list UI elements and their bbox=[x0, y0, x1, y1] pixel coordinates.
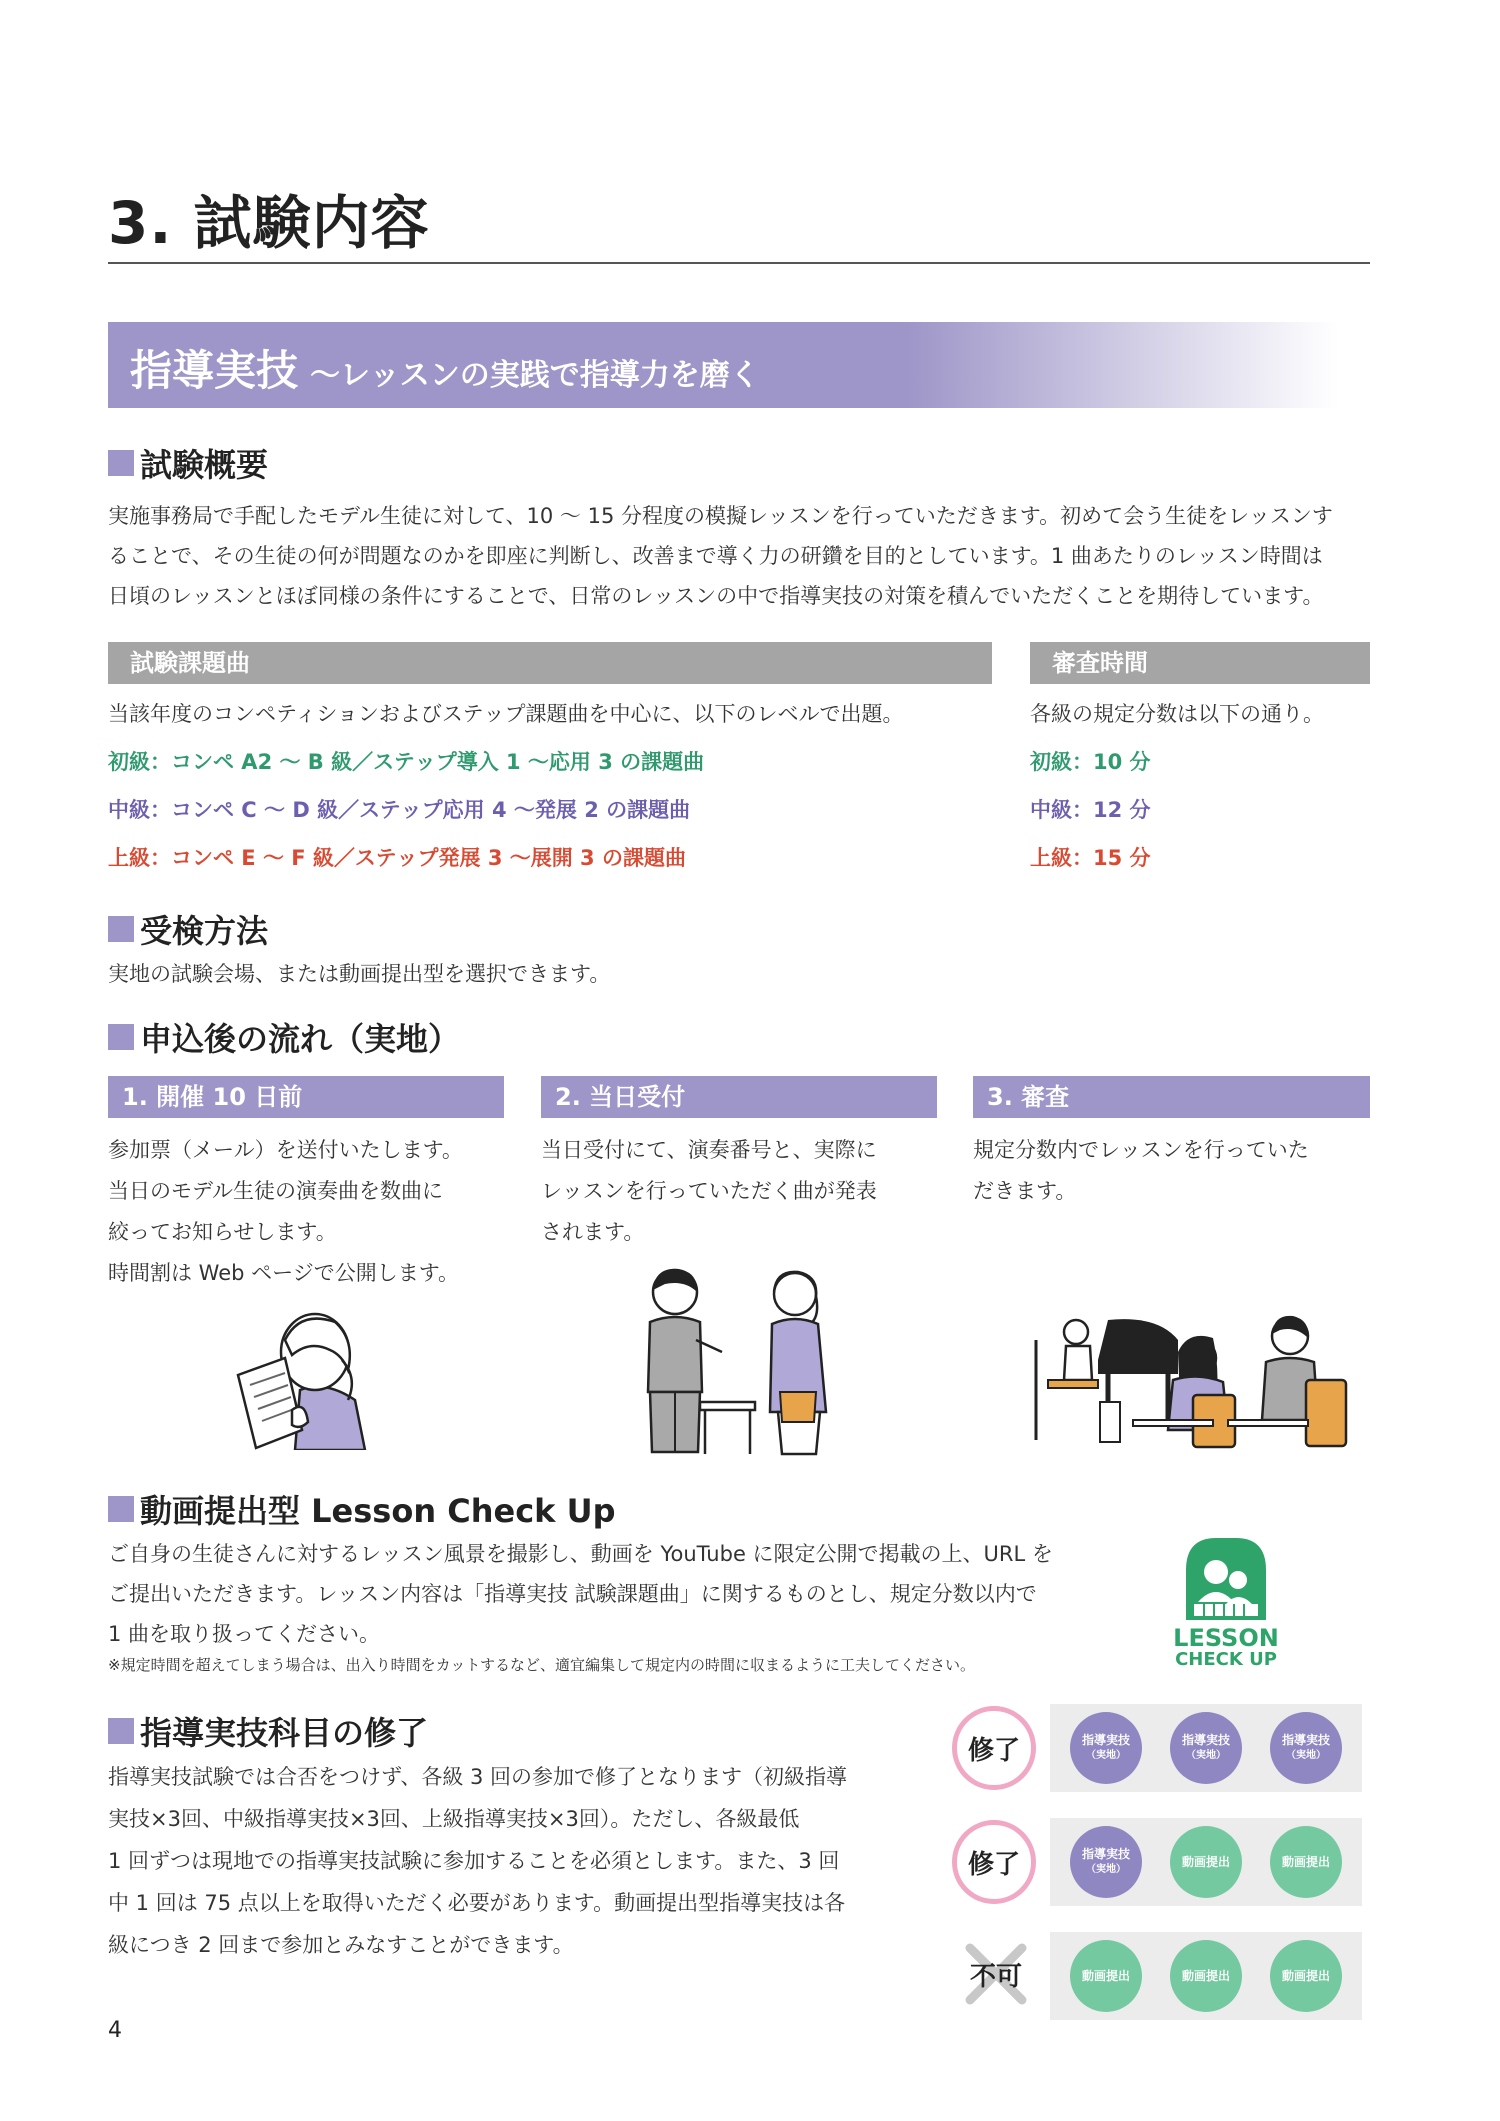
flow-step-line: されます。 bbox=[541, 1220, 645, 1244]
lesson-logo-icon bbox=[1176, 1530, 1276, 1622]
time-level-advanced: 上級：15 分 bbox=[1030, 846, 1151, 870]
banner-title bbox=[130, 338, 760, 398]
reading-woman-illustration bbox=[230, 1300, 380, 1450]
flow-step-line: レッスンを行っていただく曲が発表 bbox=[541, 1179, 877, 1203]
completion-heading bbox=[108, 1708, 428, 1754]
time-intro: 各級の規定分数は以下の通り。 bbox=[1030, 702, 1324, 726]
video-submission-circle: 動画提出 bbox=[1170, 1826, 1242, 1898]
lesson-logo-line2: CHECK UP bbox=[1175, 1649, 1277, 1670]
pieces-intro: 当該年度のコンペティションおよびステップ課題曲を中心に、以下のレベルで出題。 bbox=[108, 702, 904, 726]
heading-square-icon bbox=[108, 450, 134, 476]
overview-text bbox=[108, 496, 1378, 616]
video-submission-circle: 動画提出 bbox=[1170, 1940, 1242, 2012]
video-line: ご自身の生徒さんに対するレッスン風景を撮影し、動画を YouTube に限定公開で掲載の上、URL を bbox=[108, 1542, 1053, 1566]
time-levels bbox=[1030, 738, 1151, 882]
flow-heading bbox=[108, 1014, 460, 1060]
flow-step-3-label: 3. 審査 bbox=[973, 1076, 1370, 1118]
lesson-check-up-logo bbox=[1172, 1530, 1280, 1670]
pieces-level-advanced: 上級：コンペ E 〜 F 級／ステップ発展 3 〜展開 3 の課題曲 bbox=[108, 846, 686, 870]
reception-illustration bbox=[630, 1262, 850, 1457]
completion-text bbox=[108, 1756, 928, 1966]
pieces-level-beginner: 初級：コンペ A2 〜 B 級／ステップ導入 1 〜応用 3 の課題曲 bbox=[108, 750, 705, 774]
page-title: 3. 試験内容 bbox=[108, 189, 430, 257]
onsite-exam-circle: 指導実技 （実地） bbox=[1070, 1826, 1142, 1898]
video-heading bbox=[108, 1486, 616, 1532]
video-line: ご提出いただきます。レッスン内容は「指導実技 試験課題曲」に関するものとし、規定分数以内で bbox=[108, 1582, 1037, 1606]
completion-line: 指導実技試験では合否をつけず、各級 3 回の参加で修了となります（初級指導 bbox=[108, 1765, 848, 1789]
lesson-logo-line1: LESSON bbox=[1173, 1624, 1279, 1652]
completion-status-ok: 修了 bbox=[952, 1820, 1036, 1904]
heading-square-icon bbox=[108, 1024, 134, 1050]
completion-row bbox=[1050, 1818, 1362, 1906]
overview-line: ることで、その生徒の何が問題なのかを即座に判断し、改善まで導く力の研鑽を目的としています。1 曲あたりのレッスン時間は bbox=[108, 544, 1323, 568]
flow-step-1-text bbox=[108, 1130, 508, 1294]
video-note: ※規定時間を超えてしまう場合は、出入り時間をカットするなど、適宜編集して規定内の時間に収まるように工夫してください。 bbox=[108, 1656, 975, 1674]
video-heading-text: 動画提出型 Lesson Check Up bbox=[140, 1492, 616, 1530]
flow-step-2-label: 2. 当日受付 bbox=[541, 1076, 937, 1118]
heading-square-icon bbox=[108, 1496, 134, 1522]
onsite-exam-circle: 指導実技 （実地） bbox=[1070, 1712, 1142, 1784]
flow-step-line: 規定分数内でレッスンを行っていた bbox=[973, 1138, 1309, 1162]
overview-heading-text: 試験概要 bbox=[140, 446, 269, 484]
completion-line: 級につき 2 回まで参加とみなすことができます。 bbox=[108, 1933, 574, 1957]
pieces-levels bbox=[108, 738, 704, 882]
completion-line: 実技×3回、中級指導実技×3回、上級指導実技×3回）。ただし、各級最低 bbox=[108, 1807, 800, 1831]
completion-row bbox=[1050, 1704, 1362, 1792]
onsite-exam-circle: 指導実技 （実地） bbox=[1170, 1712, 1242, 1784]
flow-heading-text: 申込後の流れ（実地） bbox=[140, 1020, 461, 1058]
completion-status-ok: 修了 bbox=[952, 1706, 1036, 1790]
title-divider bbox=[108, 262, 1370, 264]
video-line: 1 曲を取り扱ってください。 bbox=[108, 1622, 381, 1646]
flow-step-line: 当日のモデル生徒の演奏曲を数曲に bbox=[108, 1179, 443, 1203]
video-text bbox=[108, 1534, 1138, 1654]
method-heading bbox=[108, 906, 268, 952]
method-text: 実地の試験会場、または動画提出型を選択できます。 bbox=[108, 962, 611, 986]
pieces-level-intermediate: 中級：コンペ C 〜 D 級／ステップ応用 4 〜発展 2 の課題曲 bbox=[108, 798, 691, 822]
flow-step-1-label: 1. 開催 10 日前 bbox=[108, 1076, 504, 1118]
video-submission-circle: 動画提出 bbox=[1270, 1826, 1342, 1898]
flow-step-line: 時間割は Web ページで公開します。 bbox=[108, 1261, 460, 1285]
completion-status-ng-label: 不可 bbox=[969, 1962, 1022, 1992]
overview-heading bbox=[108, 440, 268, 486]
flow-step-line: 参加票（メール）を送付いたします。 bbox=[108, 1138, 463, 1162]
flow-step-2-text bbox=[541, 1130, 941, 1253]
banner-main-text: 指導実技 bbox=[130, 346, 299, 395]
completion-status-ng bbox=[956, 1934, 1036, 2014]
time-level-intermediate: 中級：12 分 bbox=[1030, 798, 1151, 822]
flow-step-line: 当日受付にて、演奏番号と、実際に bbox=[541, 1138, 877, 1162]
heading-square-icon bbox=[108, 1718, 134, 1744]
heading-square-icon bbox=[108, 916, 134, 942]
completion-row bbox=[1050, 1932, 1362, 2020]
flow-step-line: だきます。 bbox=[973, 1179, 1077, 1203]
overview-line: 日頃のレッスンとほぼ同様の条件にすることで、日常のレッスンの中で指導実技の対策を積んでいただくことを期待しています。 bbox=[108, 584, 1324, 608]
exam-hall-illustration bbox=[1028, 1300, 1348, 1450]
time-level-beginner: 初級：10 分 bbox=[1030, 750, 1151, 774]
section-banner bbox=[108, 322, 1338, 408]
video-submission-circle: 動画提出 bbox=[1070, 1940, 1142, 2012]
pieces-label-bar: 試験課題曲 bbox=[108, 642, 992, 684]
flow-step-line: 絞ってお知らせします。 bbox=[108, 1220, 337, 1244]
video-submission-circle: 動画提出 bbox=[1270, 1940, 1342, 2012]
banner-subtitle: 〜レッスンの実践で指導力を磨く bbox=[310, 358, 760, 393]
flow-step-3-text bbox=[973, 1130, 1373, 1212]
completion-heading-text: 指導実技科目の修了 bbox=[140, 1714, 429, 1752]
onsite-exam-circle: 指導実技 （実地） bbox=[1270, 1712, 1342, 1784]
time-label-bar: 審査時間 bbox=[1030, 642, 1370, 684]
completion-line: 中 1 回は 75 点以上を取得いただく必要があります。動画提出型指導実技は各 bbox=[108, 1891, 846, 1915]
page-number: 4 bbox=[108, 2018, 122, 2043]
completion-line: 1 回ずつは現地での指導実技試験に参加することを必須とします。また、3 回 bbox=[108, 1849, 840, 1873]
method-heading-text: 受検方法 bbox=[140, 912, 269, 950]
overview-line: 実施事務局で手配したモデル生徒に対して、10 〜 15 分程度の模擬レッスンを行っていただきます。初めて会う生徒をレッスンす bbox=[108, 504, 1333, 528]
